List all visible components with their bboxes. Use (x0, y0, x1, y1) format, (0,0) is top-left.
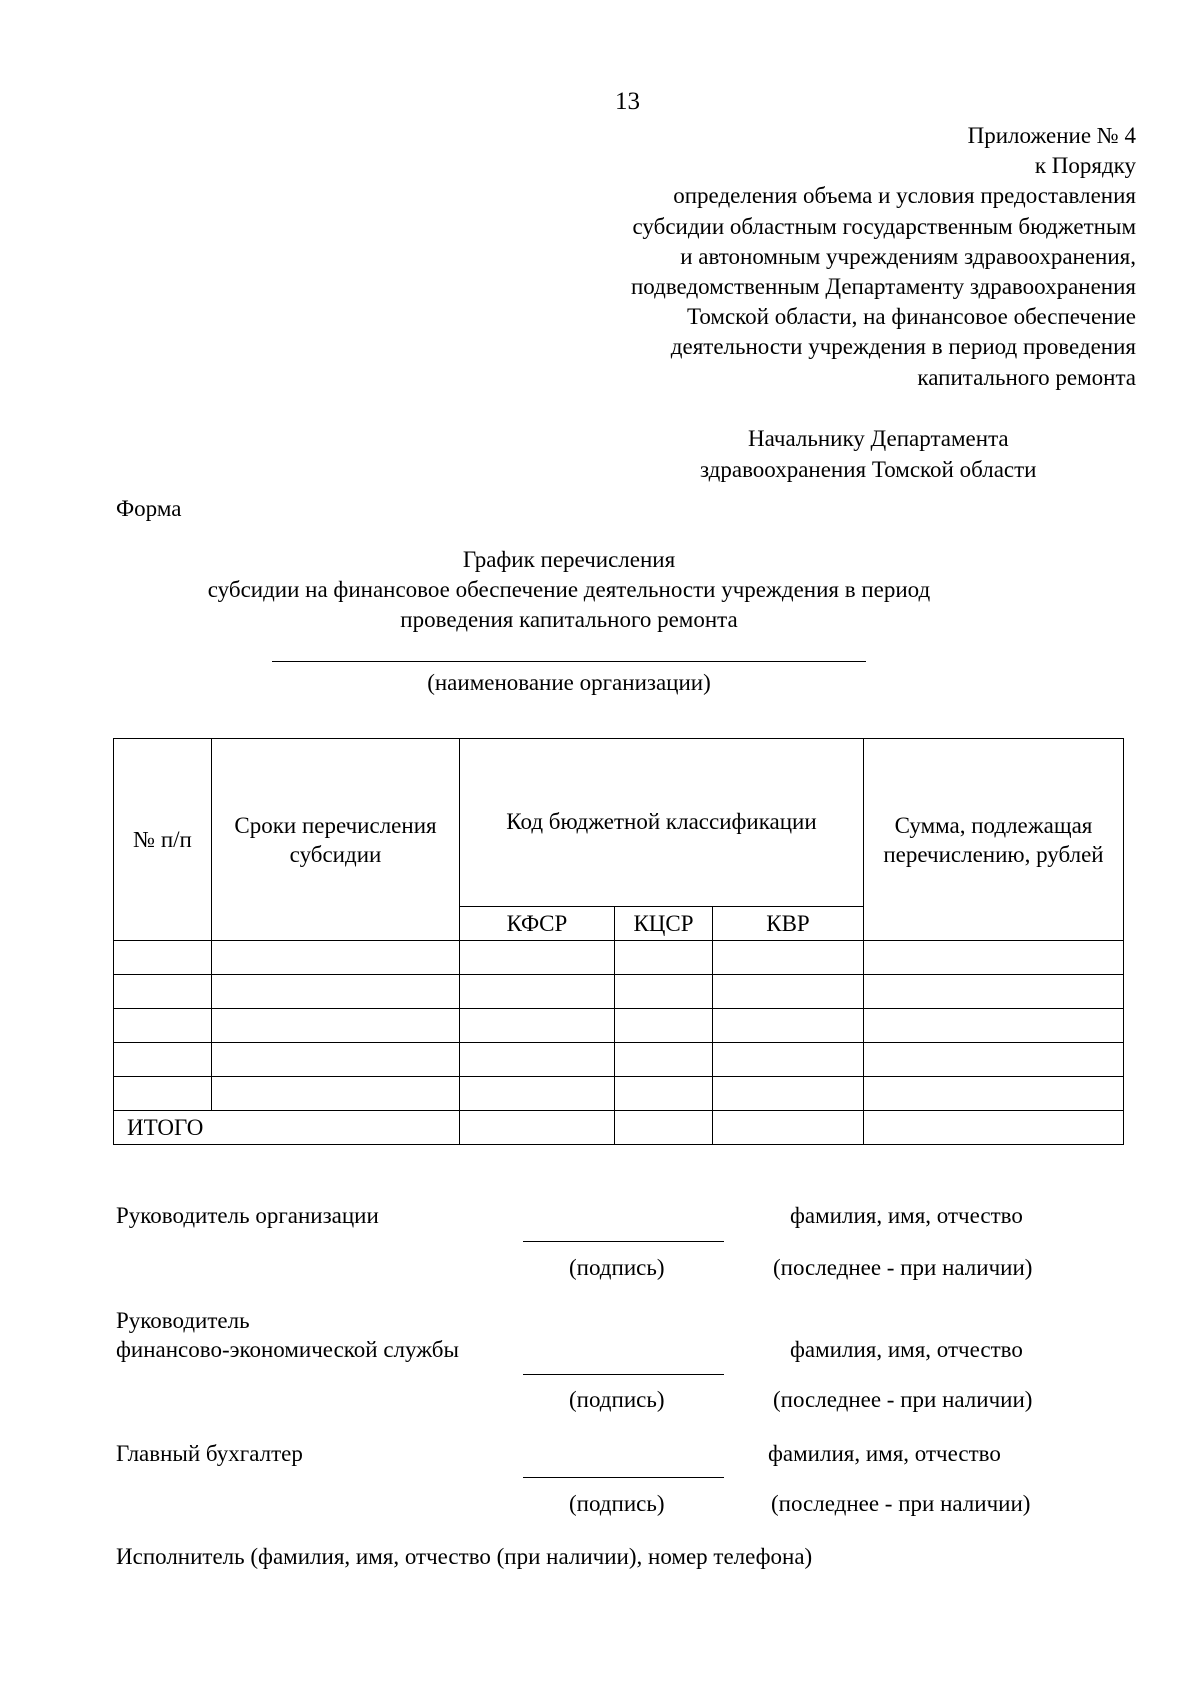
cell (212, 975, 460, 1009)
cell (460, 1111, 615, 1145)
payment-schedule-table (113, 738, 1124, 1145)
cell (713, 1077, 864, 1111)
table-total-row (114, 1111, 1124, 1145)
header-kfsr: КФСР (460, 907, 615, 941)
table-row (114, 1009, 1124, 1043)
page-number: 13 (615, 88, 640, 115)
cell (615, 941, 713, 975)
finance-fio: фамилия, имя, отчество (790, 1337, 1023, 1362)
table-row (114, 1077, 1124, 1111)
finance-label-line1: Руководитель (116, 1308, 250, 1333)
accountant-fio: фамилия, имя, отчество (768, 1441, 1001, 1466)
appendix-line: определения объема и условия предоставления (673, 183, 1136, 209)
cell (460, 1009, 615, 1043)
organization-name-line (272, 661, 866, 662)
cell (864, 1043, 1124, 1077)
cell (713, 975, 864, 1009)
appendix-line: субсидии областным государственным бюджетным (632, 213, 1136, 239)
cell (864, 941, 1124, 975)
cell (864, 1009, 1124, 1043)
cell (460, 1077, 615, 1111)
addressee-line: здравоохранения Томской области (700, 457, 1037, 482)
cell (212, 1009, 460, 1043)
head-signature-line (523, 1241, 724, 1242)
cell (460, 941, 615, 975)
cell (212, 1077, 460, 1111)
appendix-line: и автономным учреждениям здравоохранения, (680, 243, 1136, 269)
appendix-line: Томской области, на финансовое обеспечение (687, 304, 1136, 330)
finance-fio-caption: (последнее - при наличии) (773, 1387, 1033, 1412)
total-label: ИТОГО (114, 1111, 460, 1145)
title-line: проведения капитального ремонта (400, 607, 738, 632)
header-kcsr: КЦСР (615, 907, 713, 941)
head-label: Руководитель организации (116, 1203, 379, 1228)
accountant-label: Главный бухгалтер (116, 1441, 303, 1466)
cell (114, 1077, 212, 1111)
cell (713, 1009, 864, 1043)
accountant-signature-line (523, 1477, 724, 1478)
cell (114, 1009, 212, 1043)
cell (114, 1043, 212, 1077)
appendix-line: деятельности учреждения в период проведения (670, 334, 1136, 360)
document-title (0, 545, 1138, 635)
appendix-line: Приложение № 4 (967, 123, 1136, 148)
cell (864, 1111, 1124, 1145)
header-kbk: Код бюджетной классификации (460, 739, 864, 907)
cell (114, 941, 212, 975)
cell (864, 1077, 1124, 1111)
addressee-line: Начальнику Департамента (748, 426, 1009, 451)
cell (212, 941, 460, 975)
finance-signature-line (523, 1374, 724, 1375)
organization-caption: (наименование организации) (427, 670, 711, 695)
cell (615, 1043, 713, 1077)
cell (615, 1009, 713, 1043)
accountant-signature-caption: (подпись) (569, 1491, 665, 1516)
finance-signature-caption: (подпись) (569, 1387, 665, 1412)
title-line: субсидии на финансовое обеспечение деятельности учреждения в период (207, 577, 931, 602)
cell (212, 1043, 460, 1077)
cell (615, 975, 713, 1009)
header-kvr: КВР (713, 907, 864, 941)
cell (713, 941, 864, 975)
table-row (114, 941, 1124, 975)
head-fio-caption: (последнее - при наличии) (773, 1255, 1033, 1280)
table-row (114, 975, 1124, 1009)
cell (615, 1111, 713, 1145)
appendix-line: капитального ремонта (917, 364, 1136, 390)
head-fio: фамилия, имя, отчество (790, 1203, 1023, 1228)
title-line: График перечисления (462, 547, 676, 572)
cell (713, 1043, 864, 1077)
header-terms: Сроки перечисления субсидии (212, 739, 460, 941)
finance-label-line2: финансово-экономической службы (116, 1337, 459, 1362)
appendix-line: к Порядку (1034, 153, 1136, 179)
header-sum: Сумма, подлежащая перечислению, рублей (864, 739, 1124, 941)
cell (713, 1111, 864, 1145)
head-signature-caption: (подпись) (569, 1255, 665, 1280)
cell (864, 975, 1124, 1009)
appendix-line: подведомственным Департаменту здравоохранения (630, 274, 1136, 300)
table-header-row (114, 739, 1124, 907)
addressee (700, 423, 1136, 485)
executor-line: Исполнитель (фамилия, имя, отчество (при наличии), номер телефона) (116, 1544, 813, 1569)
cell (114, 975, 212, 1009)
cell (460, 975, 615, 1009)
appendix-reference (436, 121, 1136, 393)
cell (460, 1043, 615, 1077)
form-label: Форма (116, 496, 182, 521)
header-num: № п/п (114, 739, 212, 941)
accountant-fio-caption: (последнее - при наличии) (771, 1491, 1031, 1516)
table-row (114, 1043, 1124, 1077)
cell (615, 1077, 713, 1111)
